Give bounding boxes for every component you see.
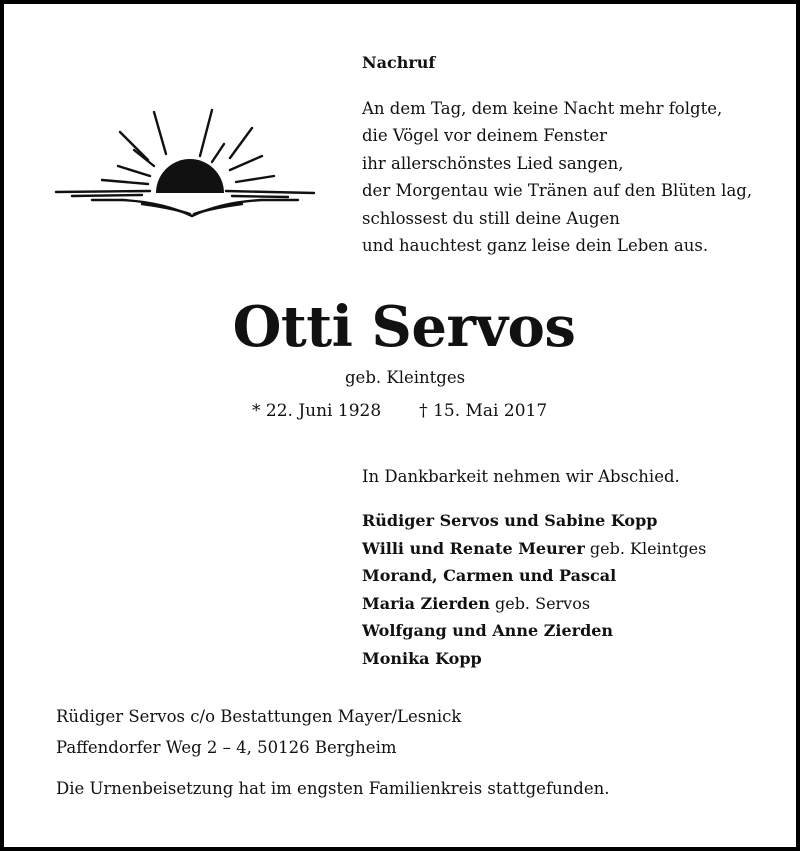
maiden-name: geb. Kleintges (345, 368, 466, 387)
heading-nachruf: Nachruf (362, 53, 436, 72)
mourners-list (362, 507, 706, 673)
mourner-name: Morand, Carmen und Pascal (362, 566, 617, 586)
mourner-row (362, 645, 706, 673)
mourner-row (362, 590, 706, 618)
mourner-row (362, 617, 706, 645)
mourner-name: Maria Zierden (362, 593, 490, 613)
mourner-row (362, 562, 706, 590)
mourner-note: geb. Servos (489, 593, 591, 613)
poem-line: schlossest du still deine Augen (362, 208, 620, 228)
mourner-name: Rüdiger Servos und Sabine Kopp (362, 511, 658, 530)
death-date: † 15. Mai 2017 (419, 401, 548, 421)
contact-address (56, 701, 461, 763)
burial-note: Die Urnenbeisetzung hat im engsten Familienkreis stattgefunden. (56, 779, 610, 798)
mourner-row (362, 535, 706, 563)
life-dates (252, 401, 547, 421)
farewell-intro: In Dankbarkeit nehmen wir Abschied. (362, 467, 680, 486)
mourner-row (362, 507, 706, 535)
poem-line: der Morgentau wie Tränen auf den Blüten lag, (362, 181, 753, 201)
poem-line: An dem Tag, dem keine Nacht mehr folgte, (362, 99, 723, 118)
poem-line: und hauchtest ganz leise dein Leben aus. (362, 236, 709, 256)
mourner-name: Wolfgang und Anne Zierden (362, 621, 614, 641)
poem (362, 95, 752, 259)
mourner-note: geb. Kleintges (584, 538, 707, 558)
deceased-name: Otti Servos (232, 294, 576, 360)
birth-date: * 22. Juni 1928 (252, 401, 382, 421)
address-line: Rüdiger Servos c/o Bestattungen Mayer/Lesnick (56, 707, 462, 726)
mourner-name: Monika Kopp (362, 648, 482, 668)
poem-line: ihr allerschönstes Lied sangen, (362, 153, 624, 173)
mourner-name: Willi und Renate Meurer (362, 538, 585, 558)
sunrise-icon (52, 104, 318, 224)
poem-line: die Vögel vor deinem Fenster (362, 126, 607, 146)
address-line: Paffendorfer Weg 2 – 4, 50126 Bergheim (56, 738, 397, 757)
